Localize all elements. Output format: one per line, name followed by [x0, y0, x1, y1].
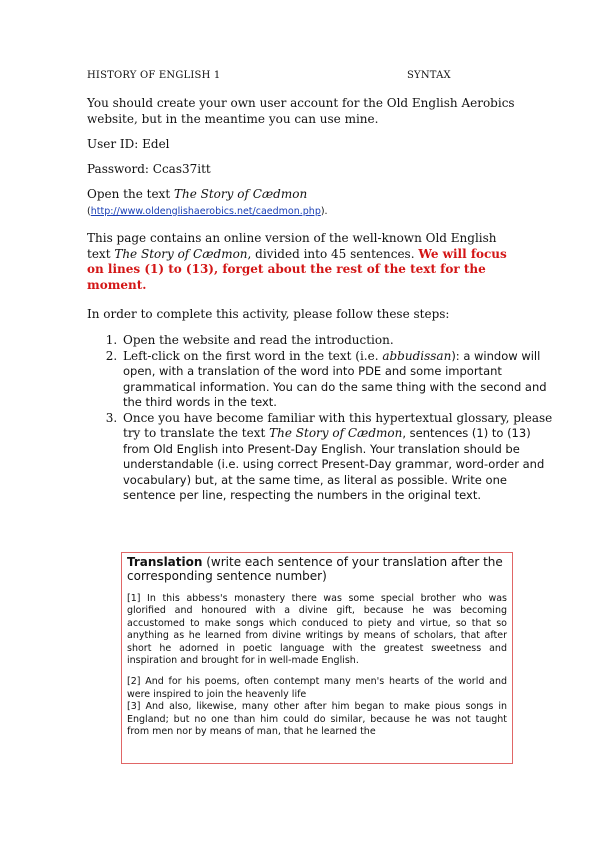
list-item — [121, 349, 553, 411]
translation-sentence-2: [2] And for his poems, often contempt many men's hearts of the world and were inspired to join the heavenly life — [127, 676, 507, 700]
step-1-text: Open the website and read the introduction. — [123, 333, 394, 347]
caedmon-link[interactable]: http://www.oldenglishaerobics.net/caedmon.php — [90, 205, 321, 217]
course-title: HISTORY OF ENGLISH 1 — [87, 70, 221, 81]
description-part1: This page contains an online version of the well-known Old English text — [87, 231, 497, 261]
open-text-prefix: Open the text — [87, 187, 174, 201]
list-item — [121, 411, 553, 504]
list-item — [121, 333, 553, 349]
step-2-text-a: Left-click on the first word in the text (i.e. — [123, 348, 383, 363]
description-part2: , divided into 45 sentences. — [247, 246, 419, 261]
paren-close: ). — [320, 205, 328, 217]
password-line: Password: Ccas37itt — [87, 162, 211, 176]
step-2-text-b: ): a window will open, with a translation of the word into PDE and some important grammatical information. You can do the same thing with the second and the third words in the text. — [123, 348, 547, 409]
open-text-paragraph — [87, 187, 517, 219]
paren-open: ( — [87, 205, 91, 217]
document-header — [87, 70, 487, 81]
steps-list — [87, 333, 553, 504]
translation-sentence-3: [3] And also, likewise, many other after him began to make pious songs in England; but no one than him could do similar, because he was not taught from men nor by means of man, that he learned the — [127, 701, 507, 738]
translation-note: (write each sentence of your translation after the corresponding sentence number) — [127, 555, 503, 583]
intro-paragraph: You should create your own user account for the Old English Aerobics website, but in the meantime you can use mine. — [87, 96, 515, 126]
user-id-line: User ID: Edel — [87, 137, 170, 151]
step-3-title: The Story of Cædmon — [269, 426, 403, 440]
step-3-text-a: Once you have become familiar with this hypertextual glossary, please try to translate the text — [123, 410, 553, 440]
description-paragraph — [87, 231, 517, 293]
translation-label: Translation — [127, 555, 203, 569]
step-3-text-b: , sentences (1) to (13) from Old English into Present-Day English. Your translation should be understandable (i.e. using correct Present-Day grammar, word-order and vocabulary) but, at the same time, as literal as possible. Write one sentence per line, respecting the numbers in the original text. — [123, 426, 545, 502]
topic-title: SYNTAX — [407, 70, 451, 81]
text-title: The Story of Cædmon — [173, 187, 308, 201]
translation-heading — [127, 555, 507, 583]
translation-box[interactable] — [121, 552, 513, 764]
focus-note: We will focus on lines (1) to (13), forget about the rest of the text for the moment. — [87, 246, 507, 292]
instructions-lead: In order to complete this activity, please follow these steps: — [87, 307, 450, 321]
step-2-word: abbudissan — [382, 348, 452, 363]
description-title: The Story of Cædmon — [114, 246, 248, 261]
translation-sentence-1: [1] In this abbess's monastery there was some special brother who was glorified and honoured with a divine gift, because he was becoming accustomed to make songs which conduced to piety and virtue, so that so anything as he learned from divine writings by means of scholars, that after short he adorned in poetic language with the greatest sweetness and inspiration and brought for in well-made English. — [127, 593, 507, 667]
